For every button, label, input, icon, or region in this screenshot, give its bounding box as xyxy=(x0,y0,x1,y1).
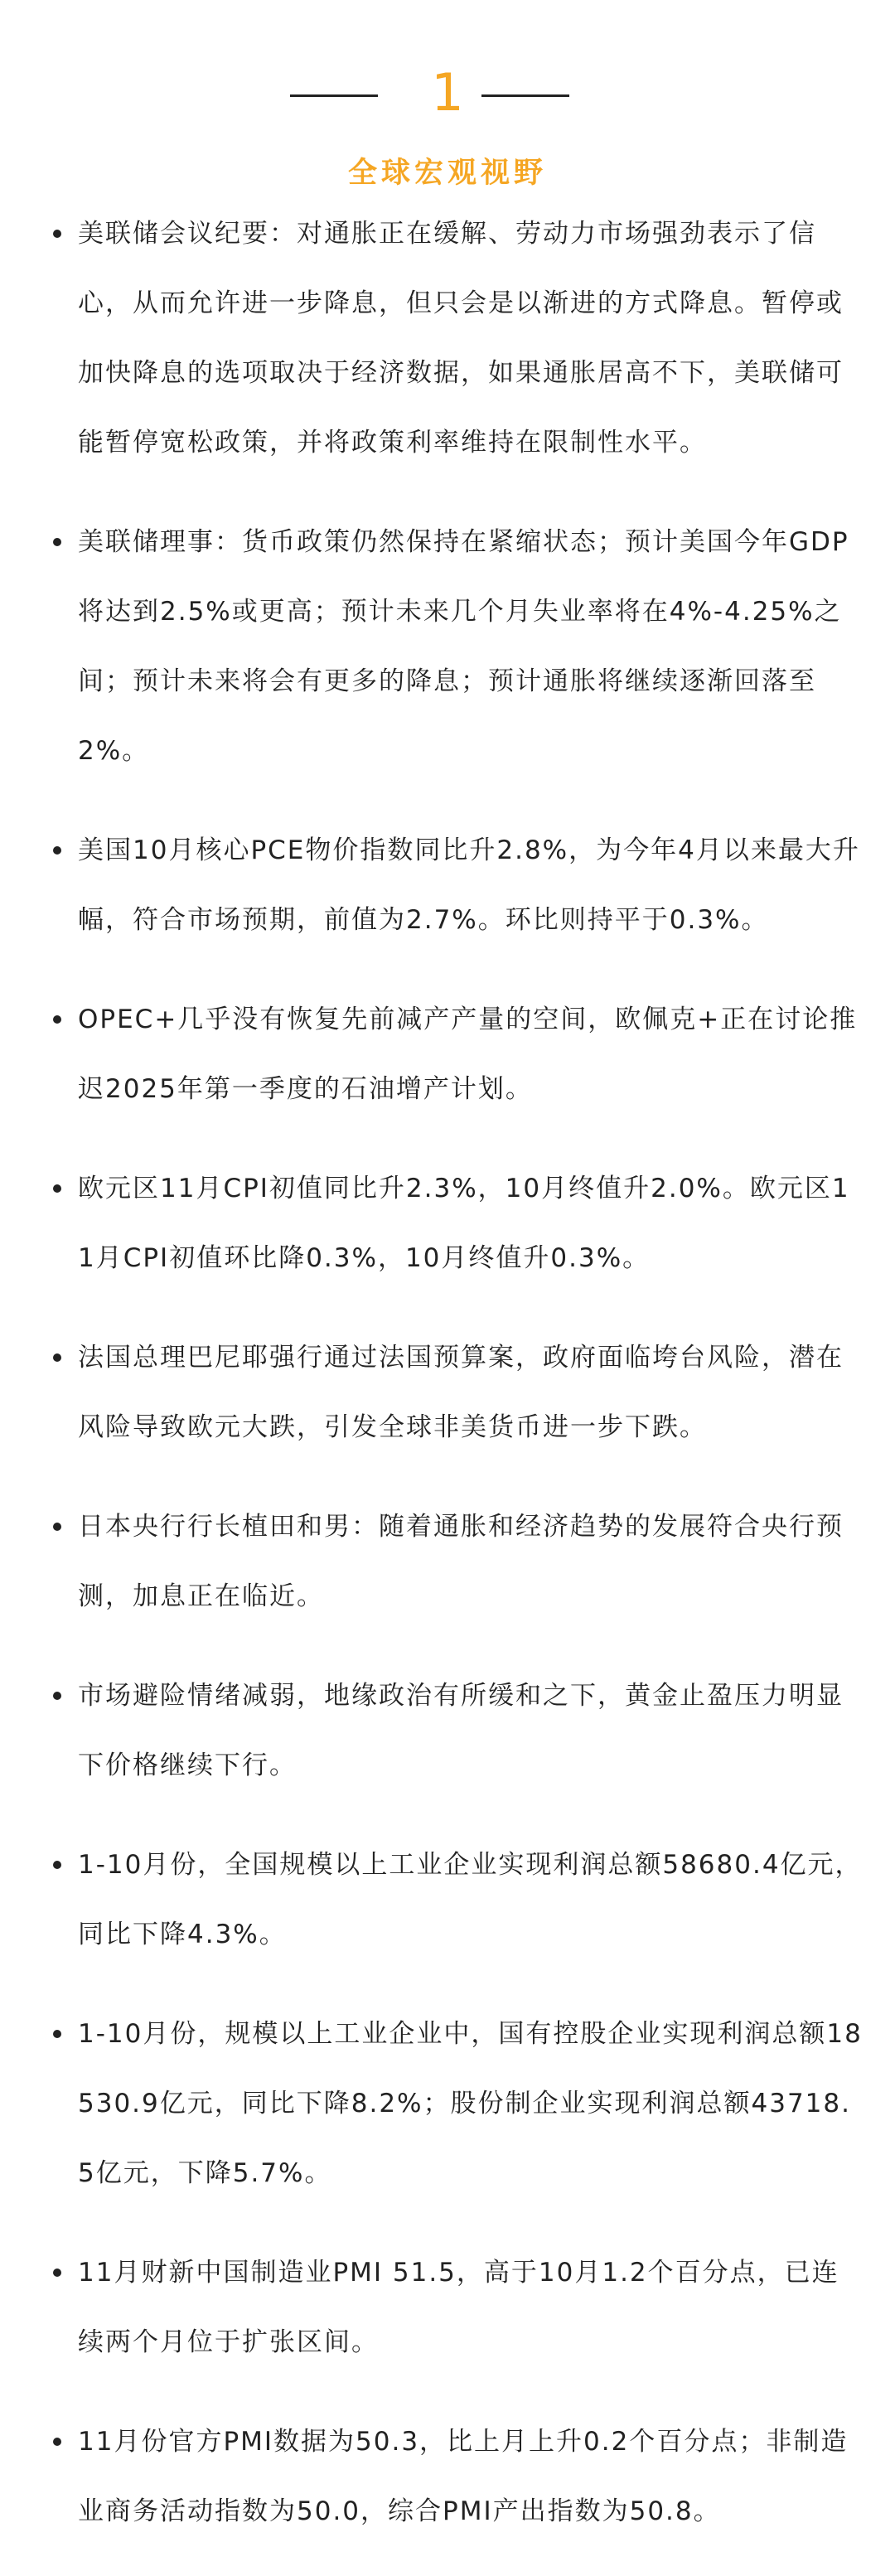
bullet-item xyxy=(53,1661,865,1800)
header-left-rule xyxy=(290,94,378,97)
header-right-rule xyxy=(481,94,569,97)
bullet-text: 日本央行行长植田和男：随着通胀和经济趋势的发展符合央行预测，加息正在临近。 xyxy=(78,1512,844,1611)
bullet-text: 11月财新中国制造业PMI 51.5，高于10月1.2个百分点，已连续两个月位于扩张区间。 xyxy=(78,2258,839,2357)
bullet-dot-icon xyxy=(53,1861,61,1869)
bullet-item xyxy=(53,816,865,955)
bullet-dot-icon xyxy=(53,1692,61,1700)
bullet-item xyxy=(53,1999,865,2208)
section-header xyxy=(0,51,895,143)
bullet-text: 欧元区11月CPI初值同比升2.3%，10月终值升2.0%。欧元区11月CPI初值环比降0.3%，10月终值升0.3%。 xyxy=(78,1174,850,1273)
bullet-text: 法国总理巴尼耶强行通过法国预算案，政府面临垮台风险，潜在风险导致欧元大跌，引发全球非美货币进一步下跌。 xyxy=(78,1343,844,1442)
bullet-dot-icon xyxy=(53,1015,61,1024)
bullet-dot-icon xyxy=(53,1523,61,1531)
bullet-item xyxy=(53,1830,865,1969)
bullet-text: 美联储理事：货币政策仍然保持在紧缩状态；预计美国今年GDP将达到2.5%或更高；预计未来几个月失业率将在4%-4.25%之间；预计未来将会有更多的降息；预计通胀将继续逐渐回落至2%。 xyxy=(78,527,849,766)
bullet-item xyxy=(53,199,865,477)
bullet-item xyxy=(53,1154,865,1293)
bullet-text: 11月份官方PMI数据为50.3，比上月上升0.2个百分点；非制造业商务活动指数为50.0，综合PMI产出指数为50.8。 xyxy=(78,2427,849,2526)
bullet-text: 1-10月份，全国规模以上工业企业实现利润总额58680.4亿元，同比下降4.3%。 xyxy=(78,1850,863,1949)
bullet-text: 市场避险情绪减弱，地缘政治有所缓和之下，黄金止盈压力明显下价格继续下行。 xyxy=(78,1681,844,1780)
bullet-dot-icon xyxy=(53,1353,61,1362)
bullet-dot-icon xyxy=(53,230,61,238)
bullet-dot-icon xyxy=(53,846,61,855)
bullet-item xyxy=(53,2407,865,2546)
bullet-dot-icon xyxy=(53,2269,61,2277)
bullet-item xyxy=(53,985,865,1124)
bullet-dot-icon xyxy=(53,2030,61,2038)
bullet-item xyxy=(53,2238,865,2377)
bullet-item xyxy=(53,1323,865,1462)
bullet-dot-icon xyxy=(53,538,61,546)
bullet-item xyxy=(53,1492,865,1631)
bullet-list xyxy=(53,199,865,2576)
section-title: 全球宏观视野 xyxy=(347,157,547,190)
bullet-text: 1-10月份，规模以上工业企业中，国有控股企业实现利润总额18530.9亿元，同比下降8.2%；股份制企业实现利润总额43718.5亿元，下降5.7%。 xyxy=(78,2019,863,2188)
bullet-item xyxy=(53,507,865,786)
bullet-text: 美联储会议纪要：对通胀正在缓解、劳动力市场强劲表示了信心，从而允许进一步降息，但只会是以渐进的方式降息。暂停或加快降息的选项取决于经济数据，如果通胀居高不下，美联储可能暂停宽松政策，并将政策利率维持在限制性水平。 xyxy=(78,219,844,458)
bullet-text: OPEC+几乎没有恢复先前减产产量的空间，欧佩克+正在讨论推迟2025年第一季度的石油增产计划。 xyxy=(78,1005,858,1104)
bullet-text: 美国10月核心PCE物价指数同比升2.8%，为今年4月以来最大升幅，符合市场预期，前值为2.7%。环比则持平于0.3%。 xyxy=(78,835,860,935)
bullet-dot-icon xyxy=(53,1184,61,1193)
bullet-dot-icon xyxy=(53,2438,61,2446)
section-number: 1 xyxy=(431,62,464,123)
